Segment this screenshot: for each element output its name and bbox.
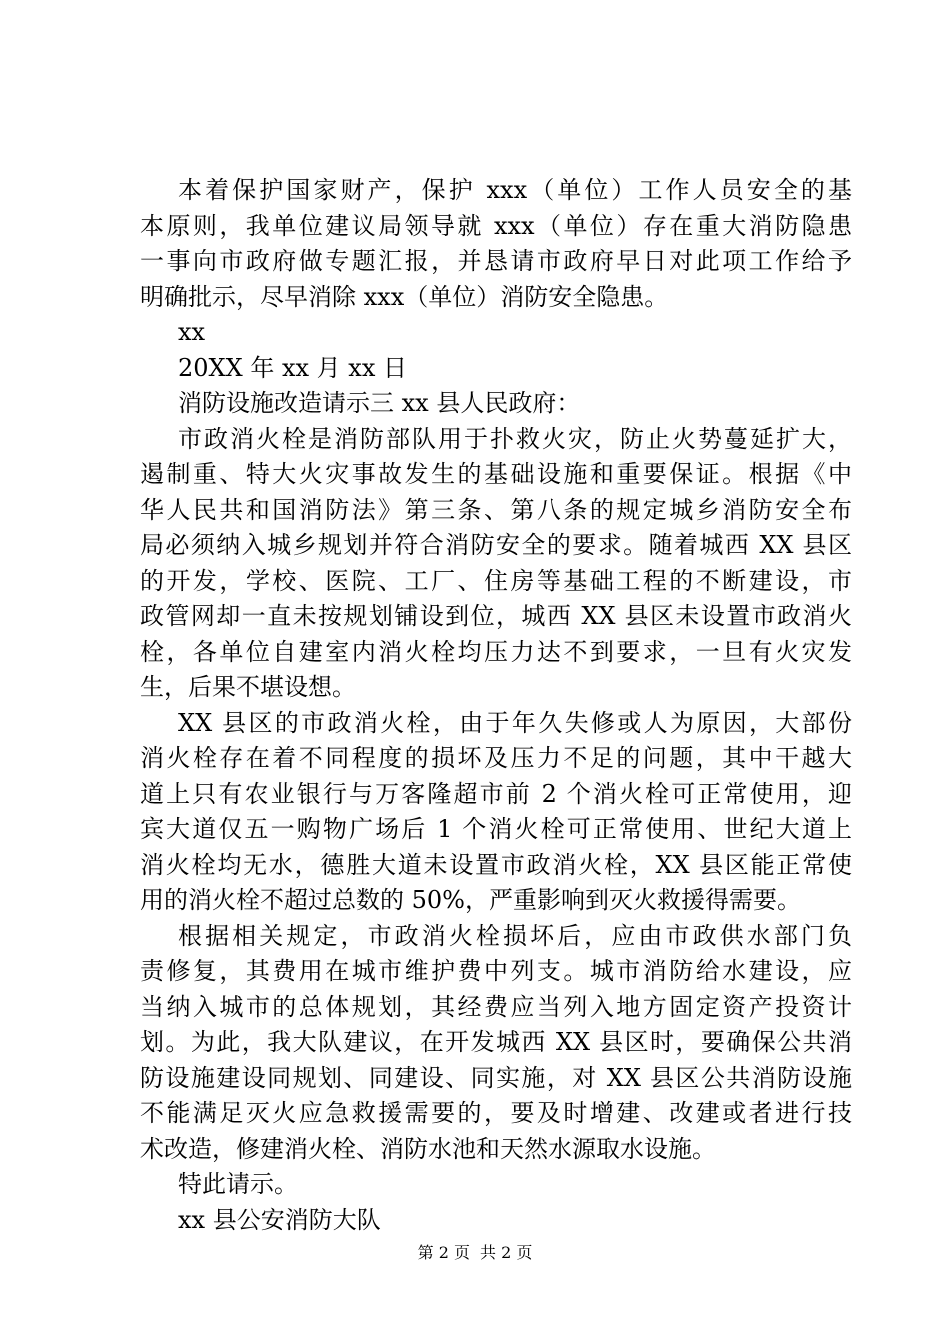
text-line: 华人民共和国消防法》第三条、第八条的规定城乡消防安全布 xyxy=(140,495,852,524)
page-number-current: 第 2 页 xyxy=(417,1243,470,1262)
text-line: 根据相关规定，市政消火栓损坏后，应由市政供水部门负 xyxy=(178,921,852,950)
text-line: xx xyxy=(178,318,206,346)
text-line: 的开发，学校、医院、工厂、住房等基础工程的不断建设，市 xyxy=(140,566,852,595)
text-line: 防设施建设同规划、同建设、同实施，对 XX 县区公共消防设施 xyxy=(140,1063,852,1092)
text-line: 特此请示。 xyxy=(178,1170,298,1198)
text-line: 本原则，我单位建议局领导就 xxx（单位）存在重大消防隐患 xyxy=(140,211,852,240)
text-line: 明确批示，尽早消除 xxx（单位）消防安全隐患。 xyxy=(140,282,669,311)
page-footer xyxy=(0,1243,950,1263)
text-line: XX 县区的市政消火栓，由于年久失修或人为原因，大部份 xyxy=(178,708,852,737)
text-line: 生，后果不堪设想。 xyxy=(140,673,356,701)
text-line: xx 县公安消防大队 xyxy=(178,1205,381,1234)
text-line: 市政消火栓是消防部队用于扑救火灾，防止火势蔓延扩大， xyxy=(178,424,852,453)
text-line: 政管网却一直未按规划铺设到位，城西 XX 县区未设置市政消火 xyxy=(140,602,852,630)
text-line: 用的消火栓不超过总数的 50%，严重影响到灭火救援得需要。 xyxy=(140,886,801,914)
page-number-total: 共 2 页 xyxy=(480,1243,533,1262)
text-line: 划。为此，我大队建议，在开发城西 XX 县区时，要确保公共消 xyxy=(140,1028,852,1056)
text-line: 遏制重、特大火灾事故发生的基础设施和重要保证。根据《中 xyxy=(140,460,852,488)
text-line: 消防设施改造请示三 xx 县人民政府： xyxy=(178,389,581,417)
text-line: 本着保护国家财产，保护 xxx（单位）工作人员安全的基 xyxy=(178,176,852,204)
text-line: 宾大道仅五一购物广场后 1 个消火栓可正常使用、世纪大道上 xyxy=(140,815,852,843)
text-line: 栓，各单位自建室内消火栓均压力达不到要求，一旦有火灾发 xyxy=(140,637,852,666)
text-line: 一事向市政府做专题汇报，并恳请市政府早日对此项工作给予 xyxy=(140,247,852,275)
document-body xyxy=(140,173,852,1238)
text-line: 术改造，修建消火栓、消防水池和天然水源取水设施。 xyxy=(140,1134,716,1163)
text-line: 道上只有农业银行与万客隆超市前 2 个消火栓可正常使用，迎 xyxy=(140,779,852,808)
text-line: 消火栓存在着不同程度的损坏及压力不足的问题，其中干越大 xyxy=(140,744,852,772)
text-line: 当纳入城市的总体规划，其经费应当列入地方固定资产投资计 xyxy=(140,992,852,1021)
text-line: 不能满足灭火应急救援需要的，要及时增建、改建或者进行技 xyxy=(140,1099,852,1127)
text-line: 责修复，其费用在城市维护费中列支。城市消防给水建设，应 xyxy=(140,957,852,985)
text-line: 消火栓均无水，德胜大道未设置市政消火栓，XX 县区能正常使 xyxy=(140,850,852,879)
text-line: 局必须纳入城乡规划并符合消防安全的要求。随着城西 XX 县区 xyxy=(140,531,852,559)
text-line: 20XX 年 xx 月 xx 日 xyxy=(178,353,407,382)
